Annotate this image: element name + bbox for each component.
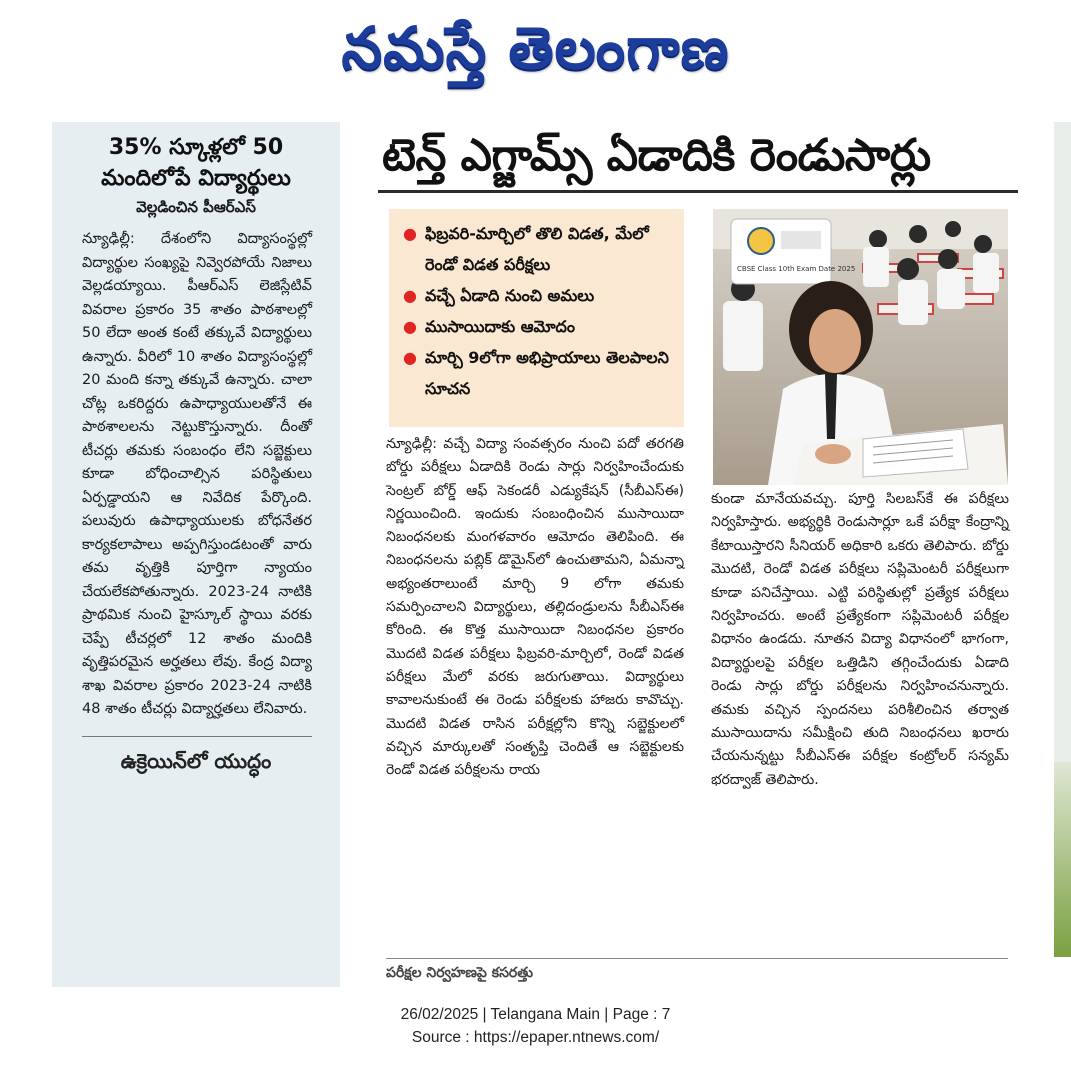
sidebar-next-headline: ఉక్రెయిన్‌లో యుద్ధం [120, 748, 272, 773]
highlight-item: ● మార్చి 9లోగా అభిప్రాయాలు తెలపాలని సూచన [389, 342, 684, 404]
sidebar-headline-line1: 35% స్కూళ్లలో 50 [108, 135, 284, 160]
highlights-box [389, 209, 684, 427]
sidebar-body: న్యూఢిల్లీ: దేశంలోని విద్యాసంస్థల్లో విద్యార్థుల సంఖ్యపై నివ్వెరపోయే నిజాలు వెల్లడయ్యాయి. పీఆర్ఎస్ లెజిస్లేటివ్ వివరాల ప్రకారం 35 శాతం పాఠశాలల్లో 50 లేదా అంత కంటే తక్కువే విద్యార్థులు ఉన్నారు. వీరిలో 10 శాతం విద్యాసంస్థల్లో 20 మంది కన్నా తక్కువే ఉన్నారు. చాలా చోట్ల ఒకరిద్దరు ఉపాధ్యాయులతోనే ఈ పాఠశాలలను నెట్టుకొస్తున్నారు. దీంతో టీచర్లు తమకు సంబంధం లేని సబ్జెక్టులు కూడా బోధించాల్సిన పరిస్థితులు ఏర్పడ్డాయని ఆ నివేదిక పేర్కొంది. పలువురు ఉపాధ్యాయులకు బోధనేతర కార్యకలాపాలు అప్పగిస్తుండటంతో వారు తమ వృత్తికి పూర్తిగా న్యాయం చేయలేకపోతున్నారు. 2023-24 నాటికి ప్రాథమిక నుంచి హైస్కూల్ స్థాయి వరకు చెప్పే టీచర్లలో 12 శాతం మందికి వృత్తిపరమైన అర్హతలు లేవు. కేంద్ర విద్యా శాఖ వివరాల ప్రకారం 2023-24 నాటికి 48 శాతం టీచర్లు విద్యార్హతలు లేనివారు. [82, 231, 312, 717]
bullet-icon: ● [403, 224, 417, 243]
highlight-item: ● వచ్చే ఏడాది నుంచి అమలు [389, 280, 684, 311]
exam-hall-photo [713, 209, 1008, 485]
bullet-icon: ● [403, 348, 417, 367]
masthead-title: నమస్తే తెలంగాణ [341, 13, 730, 82]
footer-date-page: 26/02/2025 | Telangana Main | Page : 7 [400, 1006, 671, 1023]
headline-rule [378, 190, 1018, 193]
next-article-headline: పరీక్షల నిర్వహణపై కసరత్తు [386, 965, 533, 981]
footer [0, 1003, 1071, 1049]
bullet-icon: ● [403, 286, 417, 305]
article-body-column-2: కుండా మానేయవచ్చు. పూర్తి సిలబస్‌కే ఈ పరీక్షలు నిర్వహిస్తారు. అభ్యర్థికి రెండుసార్లూ ఒకే పరీక్షా కేంద్రాన్ని కేటాయిస్తారని సీనియర్ అధికారి ఒకరు తెలిపారు. బోర్డు మొదటి, రెండో విడత పరీక్షలు సప్లిమెంటరీ పరీక్షలుగా కూడా పనిచేస్తాయి. ఎట్టి పరిస్థితుల్లో ప్రత్యేక పరీక్షలు నిర్వహించరు. అంటే ప్రత్యేకంగా సప్లిమెంటరీ పరీక్షల విధానం ఉండదు. నూతన విద్యా విధానంలో భాగంగా, విద్యార్థులపై పరీక్షల ఒత్తిడిని తగ్గించేందుకు ఏడాది రెండు సార్లు బోర్డు పరీక్షలను నిర్వహించనున్నారు. తమకు వచ్చిన స్పందనలు పరిశీలించిన తర్వాత ముసాయిదాను సమీక్షించి తుది నిబంధనలు ఖరారు చేయనున్నట్టు సీబీఎస్ఈ పరీక్షల కంట్రోలర్ సన్యమ్ భరద్వాజ్ తెలిపారు. [711, 491, 1009, 788]
masthead [0, 0, 1071, 110]
sidebar-headline [52, 132, 340, 194]
footer-source: Source : https://epaper.ntnews.com/ [411, 1029, 660, 1046]
article-headline: టెన్త్ ఎగ్జామ్స్ ఏడాదికి రెండుసార్లు [382, 130, 931, 181]
sidebar-article [52, 122, 340, 987]
sidebar-subhead: వెల్లడించిన పీఆర్ఎస్ [136, 198, 256, 216]
bullet-icon: ● [403, 317, 417, 336]
bottom-divider [386, 958, 1008, 959]
sidebar-divider [82, 736, 312, 737]
adjacent-page-image [1054, 762, 1071, 957]
highlight-item: ● ఫిబ్రవరి-మార్చిలో తొలి విడత, మేలో రెండో విడత పరీక్షలు [389, 218, 684, 280]
article-body-column-1: న్యూఢిల్లీ: వచ్చే విద్యా సంవత్సరం నుంచి పదో తరగతి బోర్డు పరీక్షలు ఏడాదికి రెండు సార్లు నిర్వహించేందుకు సెంట్రల్ బోర్డ్ ఆఫ్ సెకండరీ ఎడ్యుకేషన్ (సీబీఎస్ఈ) నిర్ణయించింది. ఇందుకు సంబంధించిన ముసాయిదా నిబంధనలకు మంగళవారం ఆమోదం తెలిపింది. ఈ నిబంధనలను పబ్లిక్ డొమైన్‌లో ఉంచుతామని, ఏమన్నా అభ్యంతరాలుంటే మార్చి 9 లోగా తమకు సమర్పించాలని విద్యార్థులు, తల్లిదండ్రులను సీబీఎస్ఈ కోరింది. ఈ కొత్త ముసాయిదా నిబంధనల ప్రకారం మొదటి విడత పరీక్షలు ఫిబ్రవరి-మార్చిలో, రెండో విడత పరీక్షలు మేలో వరకు జరుగుతాయి. విద్యార్థులు కావాలనుకుంటే ఈ రెండు పరీక్షలకు హాజరు కావొచ్చు. మొదటి విడత రాసిన పరీక్షల్లోని కొన్ని సబ్జెక్టులలో వచ్చిన మార్కులతో సంతృప్తి చెందితే ఆ సబ్జెక్టులకు రెండో విడత పరీక్షలను రాయ [386, 436, 684, 779]
photo-caption: CBSE Class 10th Exam Date 2025 [737, 265, 856, 273]
exam-photo-illustration [713, 209, 1008, 485]
highlight-item: ● ముసాయిదాకు ఆమోదం [389, 311, 684, 342]
adjacent-page-edge [1054, 122, 1071, 957]
sidebar-headline-line2: మందిలోపే విద్యార్థులు [101, 166, 291, 191]
